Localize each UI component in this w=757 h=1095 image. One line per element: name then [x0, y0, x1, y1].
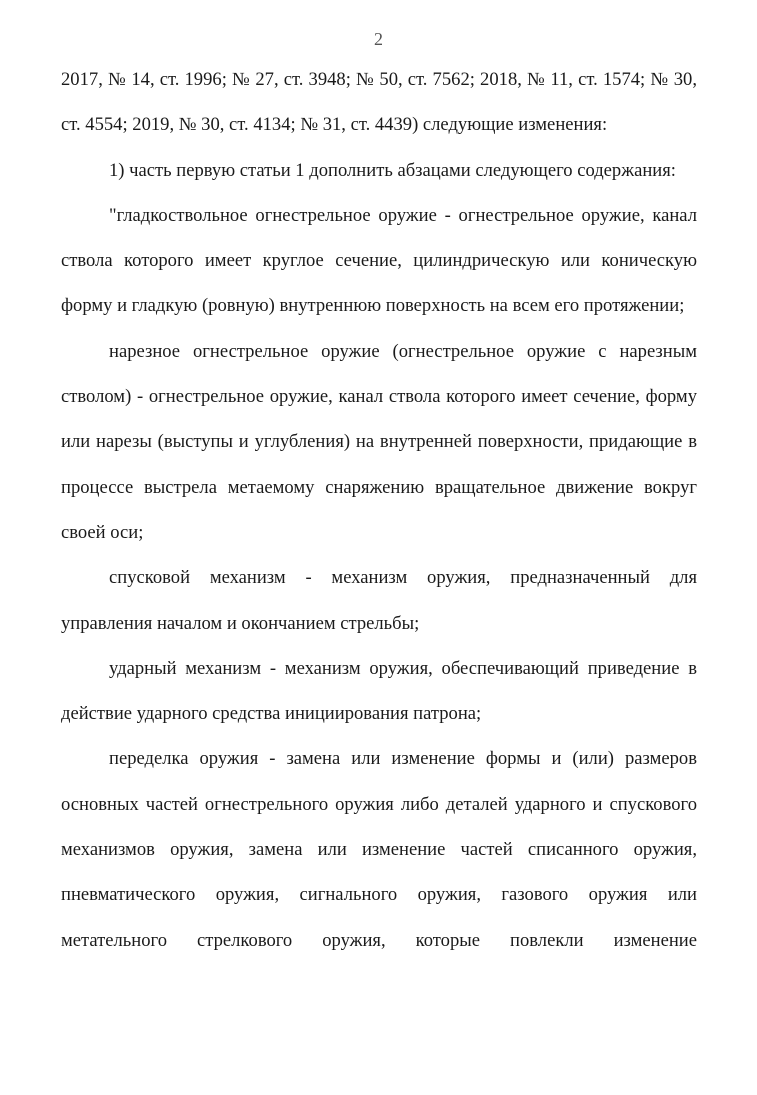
paragraph-smoothbore-definition: "гладкоствольное огнестрельное оружие - огнестрельное оружие, канал ствола которого имеет круглое сечение, цилиндрическую или коническую форму и гладкую (ровную) внутреннюю поверхность на всем его протяжении; — [61, 204, 697, 317]
page-number: 2 — [374, 29, 383, 49]
document-body — [61, 57, 697, 963]
paragraph-rifled-definition: нарезное огнестрельное оружие (огнестрельное оружие с нарезным стволом) - огнестрельное оружие, канал ствола которого имеет сечение, форму или нарезы (выступы и углубления) на внутренней поверхности, придающие в процессе выстрела метаемому снаряжению вращательное движение вокруг своей оси; — [61, 340, 697, 543]
paragraph-trigger-definition: спусковой механизм - механизм оружия, предназначенный для управления началом и окончанием стрельбы; — [61, 567, 697, 634]
paragraph-item-1: 1) часть первую статьи 1 дополнить абзацами следующего содержания: — [109, 159, 676, 181]
paragraph-conversion-definition: переделка оружия - замена или изменение формы и (или) размеров основных частей огнестрельного оружия либо деталей ударного и спускового механизмов оружия, замена или изменение частей списанного оружия, пневматического оружия, сигнального оружия, газового оружия или метательного стрелкового оружия, которые повлекли изменение — [61, 748, 697, 951]
paragraph-continuation: 2017, № 14, ст. 1996; № 27, ст. 3948; № 50, ст. 7562; 2018, № 11, ст. 1574; № 30, ст. 4554; 2019, № 30, ст. 4134; № 31, ст. 4439) следующие изменения: — [61, 69, 697, 136]
paragraph-firing-mechanism-definition: ударный механизм - механизм оружия, обеспечивающий приведение в действие ударного средства инициирования патрона; — [61, 657, 697, 725]
